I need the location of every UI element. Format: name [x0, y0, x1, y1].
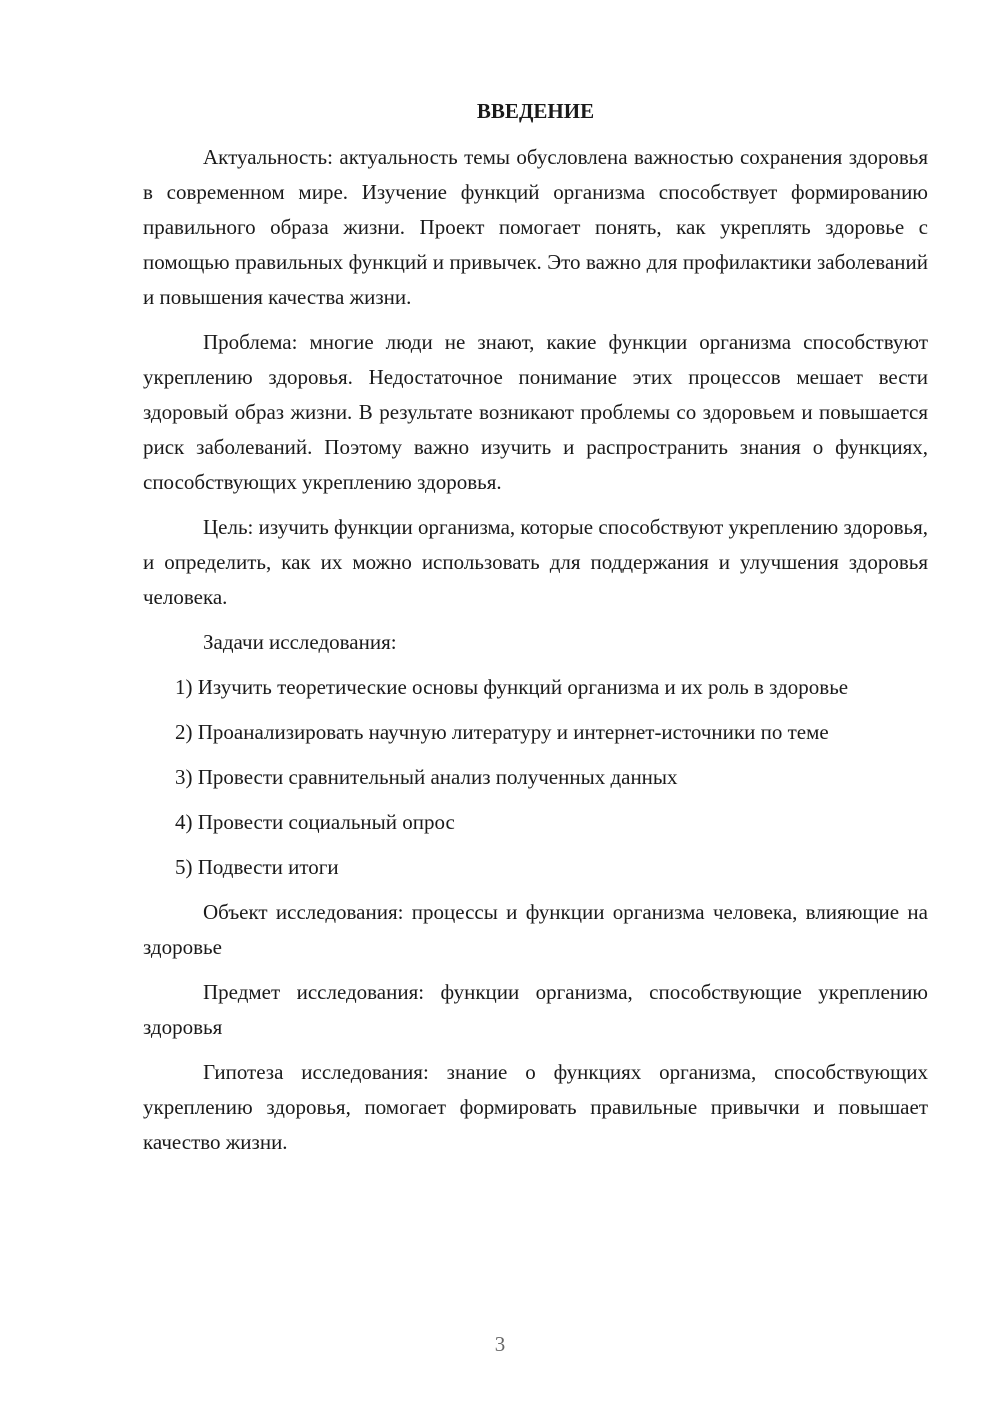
task-item-2: 2) Проанализировать научную литературу и интернет-источники по теме [175, 720, 829, 744]
document-page [143, 96, 928, 1170]
relevance-paragraph: Актуальность: актуальность темы обусловлена важностью сохранения здоровья в современном мире. Изучение функций организма способствует формированию правильного образа жизни. Проект помогает понять, как укреплять здоровье с помощью правильных функций и привычек. Это важно для профилактики заболеваний и повышения качества жизни. [143, 145, 928, 309]
page-number: 3 [494, 1332, 506, 1356]
tasks-heading: Задачи исследования: [203, 630, 397, 654]
subject-paragraph: Предмет исследования: функции организма, способствующие укреплению здоровья [143, 980, 928, 1039]
object-paragraph: Объект исследования: процессы и функции организма человека, влияющие на здоровье [143, 900, 928, 959]
task-item-4: 4) Провести социальный опрос [175, 810, 455, 834]
section-title: ВВЕДЕНИЕ [476, 99, 595, 123]
goal-paragraph: Цель: изучить функции организма, которые способствуют укреплению здоровья, и определить, как их можно использовать для поддержания и улучшения здоровья человека. [143, 515, 928, 609]
task-item-5: 5) Подвести итоги [175, 855, 339, 879]
hypothesis-paragraph: Гипотеза исследования: знание о функциях организма, способствующих укреплению здоровья, помогает формировать правильные привычки и повышает качество жизни. [143, 1060, 928, 1154]
task-item-1: 1) Изучить теоретические основы функций организма и их роль в здоровье [175, 675, 849, 699]
problem-paragraph: Проблема: многие люди не знают, какие функции организма способствуют укреплению здоровья. Недостаточное понимание этих процессов мешает вести здоровый образ жизни. В результате возникают проблемы со здоровьем и повышается риск заболеваний. Поэтому важно изучить и распространить знания о функциях, способствующих укреплению здоровья. [143, 330, 928, 494]
task-item-3: 3) Провести сравнительный анализ полученных данных [175, 765, 678, 789]
